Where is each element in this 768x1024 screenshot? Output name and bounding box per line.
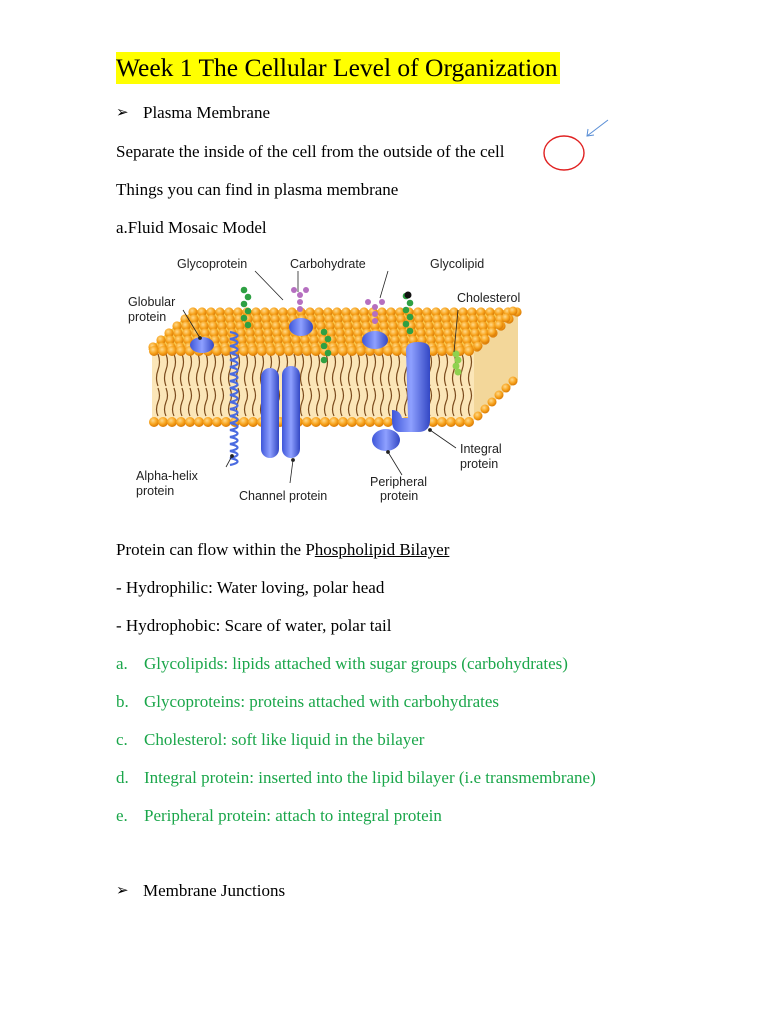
protein-body: [362, 331, 388, 349]
list-item-letter: e.: [116, 806, 128, 825]
list-item: [116, 654, 636, 674]
bilayer-underlined: hospholipid Bilayer: [314, 540, 450, 559]
intro-line-3: a.Fluid Mosaic Model: [116, 218, 267, 237]
list-item: [116, 768, 636, 788]
intro-line-1: Separate the inside of the cell from the outside of the cell: [116, 142, 505, 161]
channel-protein-left: [261, 368, 279, 458]
fluid-mosaic-diagram: [118, 250, 538, 510]
intro-line-2: Things you can find in plasma membrane: [116, 180, 399, 199]
label-alpha-2: protein: [136, 484, 175, 498]
hydrophobic-line: - Hydrophobic: Scare of water, polar tail: [116, 616, 392, 635]
annotation-arrow-icon: [587, 120, 608, 136]
label-integral-2: protein: [460, 457, 499, 471]
label-channel: Channel protein: [239, 489, 328, 503]
label-alpha-1: Alpha-helix: [136, 469, 198, 483]
page-title: Week 1 The Cellular Level of Organization: [116, 53, 558, 82]
peripheral-protein: [372, 429, 400, 451]
channel-protein-right: [282, 366, 300, 458]
section-heading-membrane-junctions: [116, 881, 416, 901]
annotation-circle: [544, 136, 584, 170]
label-peripheral-1: Peripheral: [370, 475, 427, 489]
heading-text: Membrane Junctions: [143, 881, 286, 900]
list-item: [116, 730, 636, 750]
list-item-letter: c.: [116, 730, 128, 749]
list-item-text: Peripheral protein: attach to integral protein: [144, 806, 442, 825]
label-peripheral-2: protein: [380, 489, 419, 503]
glycoprotein-body: [289, 318, 313, 336]
arrow-bullet-icon: ➢: [116, 883, 129, 899]
list-item-text: Cholesterol: soft like liquid in the bilayer: [144, 730, 425, 749]
list-item-text: Glycoproteins: proteins attached with carbohydrates: [144, 692, 499, 711]
label-glycolipid: Glycolipid: [430, 257, 485, 271]
bilayer-prefix: Protein can flow within the P: [116, 540, 315, 559]
annotation-circle-arrow: [540, 116, 612, 176]
label-cholesterol: Cholesterol: [457, 291, 521, 305]
list-item-letter: b.: [116, 692, 129, 711]
label-carbohydrate: Carbohydrate: [290, 257, 366, 271]
label-globular-1: Globular: [128, 295, 176, 309]
globular-protein: [190, 337, 214, 353]
list-item-letter: a.: [116, 654, 128, 673]
list-item-text: Glycolipids: lipids attached with sugar groups (carbohydrates): [144, 654, 568, 673]
section-heading-plasma-membrane: [116, 103, 416, 123]
bilayer-sentence: [116, 540, 449, 560]
list-item: [116, 692, 636, 712]
label-glycoprotein: Glycoprotein: [177, 257, 248, 271]
label-globular-2: protein: [128, 310, 167, 324]
hydrophilic-line: - Hydrophilic: Water loving, polar head: [116, 578, 385, 597]
label-integral-1: Integral: [460, 442, 502, 456]
list-item: [116, 806, 636, 826]
list-item-text: Integral protein: inserted into the lipid bilayer (i.e transmembrane): [144, 768, 596, 787]
list-item-letter: d.: [116, 768, 129, 787]
arrow-bullet-icon: ➢: [116, 105, 129, 121]
heading-text: Plasma Membrane: [143, 103, 270, 122]
